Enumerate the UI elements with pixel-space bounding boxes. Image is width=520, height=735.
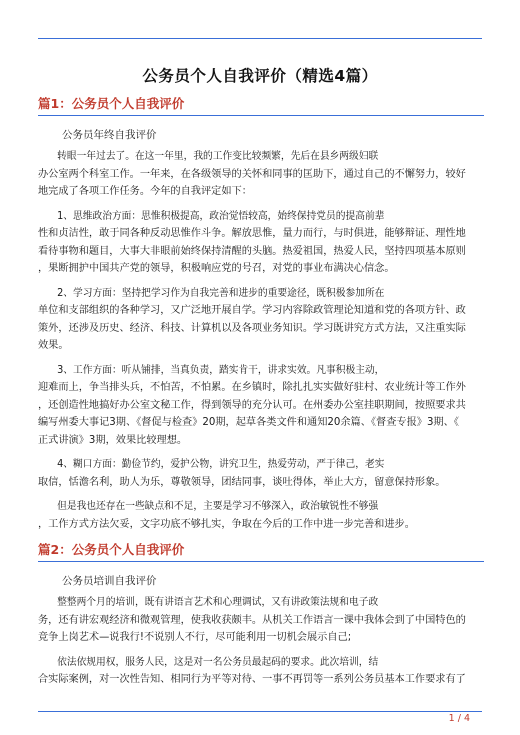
heading-rule: [38, 115, 484, 116]
section-paragraphs: [38, 148, 484, 533]
paragraph-line: 正式讲演》3期，效果比较理想。: [38, 434, 188, 446]
paragraph-line: 1、思维政治方面：思惟积极提高，政治觉悟较高，始终保持党员的提高前辈: [57, 210, 385, 222]
paragraph-line: 依法依规用权，服务人民，这是对一名公务员最起码的要求。此次培训，结: [57, 656, 379, 668]
paragraph-line: 编写州委大事记3期、《督促与检查》20期，起草各类文件和通知20余篇、《督查专报》3期、《: [38, 417, 459, 428]
paragraph: [38, 208, 484, 278]
paragraph-line: 办公室两个科室工作。一年来，在各级领导的关怀和同事的匡助下，通过自己的不懈努力，较好: [38, 168, 466, 180]
paragraph-line: 4、糊口方面：勤俭节约，爱护公物，讲究卫生，热爱劳动，严于律己，老实: [57, 459, 385, 470]
top-rule: [38, 38, 482, 39]
paragraph: [38, 285, 484, 355]
paragraph: [38, 498, 484, 533]
section-heading: 篇1：公务员个人自我评价: [38, 96, 185, 111]
paragraph-line: 性和贞洁性，敢于同各种反动思惟作斗争。解放思惟，量力而行，与时俱进，能够辩证、理性地: [38, 228, 466, 239]
paragraph-line: 效果。: [38, 340, 69, 351]
section-2: [38, 540, 484, 689]
section-subtitle: 公务员培训自我评价: [62, 575, 157, 587]
section-1: [38, 94, 484, 533]
document-title: 公务员个人自我评价（精选4篇）: [142, 67, 378, 85]
paragraph-line: 但是我也还存在一些缺点和不足，主要是学习不够深入，政治敏锐性不够强: [57, 501, 379, 512]
bottom-rule: [38, 711, 482, 712]
paragraph-line: 迎难而上，争当排头兵，不怕苦，不怕累。在乡镇时，除扎扎实实做好驻村、农业统计等工作外: [38, 382, 466, 393]
paragraph-line: ，还创造性地搞好办公室文秘工作，得到领导的充分认可。在州委办公室挂职期间，按照要求共: [38, 399, 466, 411]
page-number: 1 / 4: [448, 713, 470, 724]
paragraph-line: 策外，还涉及历史、经济、科技、计算机以及各项业务知识。学习既讲究方式方法，又注重实际: [38, 322, 466, 334]
section-heading: 篇2：公务员个人自我评价: [38, 542, 185, 557]
paragraph: [38, 456, 484, 491]
paragraph-line: 3、工作方面：听从铺排，当真负责，踏实肯干，讲求实效。凡事积极主动，: [57, 364, 385, 376]
paragraph-line: 单位和支部组织的各种学习，又广泛地开展自学。学习内容除政管理论知道和党的各项方针、政: [38, 305, 466, 316]
paragraph-line: ，工作方式方法欠妥，文字功底不够扎实，争取在今后的工作中进一步完善和进步。: [38, 518, 415, 530]
paragraph-line: 整整两个月的培训，既有讲语言艺术和心理调试，又有讲政策法规和电子政: [57, 597, 379, 608]
paragraph-line: ，果断拥护中国共产党的领导，积极响应党的号召，对党的事业布满决心信念。: [38, 263, 395, 274]
section-subtitle: 公务员年终自我评价: [62, 129, 157, 141]
heading-rule: [38, 561, 484, 562]
paragraph-line: 转眼一年过去了。在这一年里，我的工作变比较频繁，先后在县乡两级妇联: [57, 151, 379, 162]
paragraph-line: 合实际案例，对一次性告知、相同行为平等对待、一事不再罚等一系列公务员基本工作要求有了: [38, 674, 466, 685]
paragraph: [38, 654, 484, 689]
document-body: [38, 94, 484, 696]
paragraph-line: 务，还有讲宏观经济和微观管理，使我收获颇丰。从机关工作语言一课中我体会到了中国特色的: [38, 614, 466, 626]
paragraph: [38, 594, 484, 647]
section-paragraphs: [38, 594, 484, 689]
paragraph: [38, 148, 484, 201]
paragraph-line: 地完成了各项工作任务。今年的自我评定如下：: [38, 186, 252, 197]
paragraph: [38, 362, 484, 450]
paragraph-line: 取信，恬澹名利，助人为乐，尊敬领导，团结同事，谈吐得体，举止大方，留意保持形象。: [38, 476, 446, 488]
paragraph-line: 2、学习方面：坚持把学习作为自我完善和进步的重要途径，既积极参加所在: [57, 287, 385, 299]
paragraph-line: 看待事物和题目，大事大非眼前始终保持清醒的头脑。热爱祖国，热爱人民，坚持四项基本原则: [38, 245, 466, 257]
paragraph-line: 竞争上岗艺术—说我行!不说别人不行，尽可能利用一切机会展示自己;: [38, 632, 352, 643]
